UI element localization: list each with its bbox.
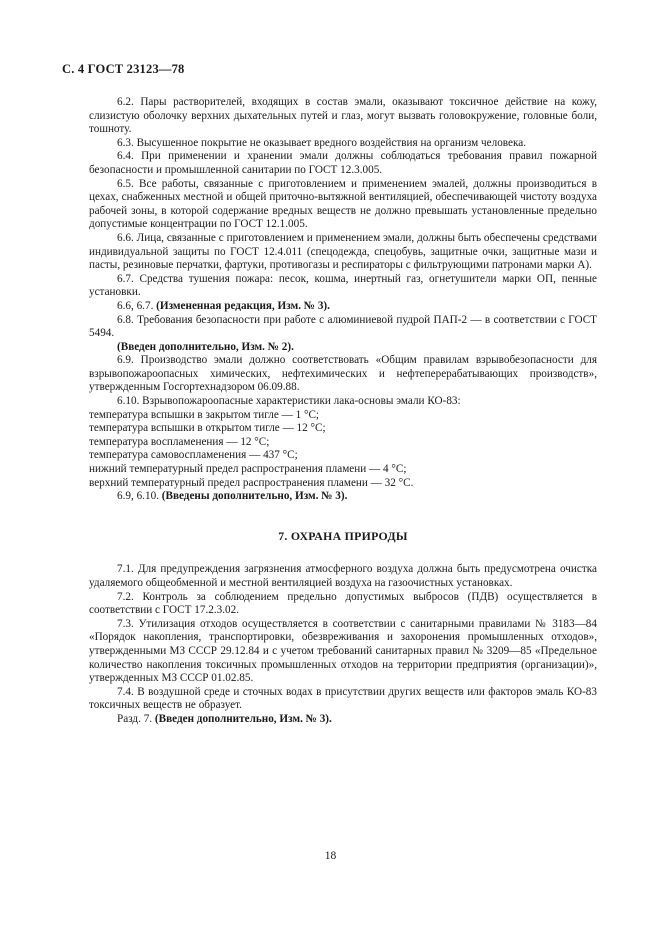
section-7-title: 7. ОХРАНА ПРИРОДЫ bbox=[278, 528, 408, 543]
paragraph-7-1: 7.1. Для предупреждения загрязнения атмосферного воздуха должна быть предусмотрена очистка удаляемого общеобменной и местной вентиляцией воздуха на газоочистных установках. bbox=[89, 563, 597, 589]
characteristic-line: температура вспышки в закрытом тигле — 1 °С; bbox=[89, 408, 320, 421]
amendment-prefix: 6.6, 6.7. bbox=[117, 299, 154, 312]
page-header: С. 4 ГОСТ 23123—78 bbox=[62, 62, 185, 76]
paragraph-6-9: 6.9. Производство эмали должно соответствовать «Общим правилам взрывобезопасности для взрывопожароопасных химических, нефтехимических и нефтеперерабатывающих производств», утвержденным Госгортехнадзором 06.09.88. bbox=[89, 354, 597, 394]
amendment-text: (Введен дополнительно, Изм. № 3). bbox=[154, 712, 332, 725]
paragraph-7-4: 7.4. В воздушной среде и сточных водах в присутствии других веществ или факторов эмаль КО-83 токсичных веществ не образует. bbox=[89, 685, 597, 712]
characteristic-line: температура воспламенения — 12 °С; bbox=[89, 435, 270, 448]
amendment-note-section-7 bbox=[89, 713, 597, 727]
amendment-prefix: 6.9, 6.10. bbox=[117, 490, 159, 503]
amendment-note-6-6-6-7 bbox=[89, 300, 597, 314]
characteristic-line: температура вспышки в открытом тигле — 12 °С; bbox=[89, 422, 326, 435]
paragraph-6-2: 6.2. Пары растворителей, входящих в состав эмали, оказывают токсичное действие на кожу, слизистую оболочку верхних дыхательных путей и глаз, могут вызвать головокружение, головные боли, тошноту. bbox=[89, 96, 597, 136]
paragraph-6-6: 6.6. Лица, связанные с приготовлением и применением эмали, должны быть обеспечены средствами индивидуальной защиты по ГОСТ 12.4.011 (спецодежда, спецобувь, защитные очки, защитные мази и пасты, резиновые перчатки, фартуки, противогазы и респираторы с фильтрующими патронами марки А). bbox=[89, 231, 597, 272]
paragraph-6-4: 6.4. При применении и хранении эмали должны соблюдаться требования правил пожарной безопасности и промышленной санитарии по ГОСТ 12.3.005. bbox=[89, 150, 597, 176]
amendment-text: (Измененная редакция, Изм. № 3). bbox=[156, 299, 330, 312]
paragraph-6-8: 6.8. Требования безопасности при работе с алюминиевой пудрой ПАП-2 — в соответствии с ГОСТ 5494. bbox=[89, 313, 597, 340]
amendment-note-6-9-6-10 bbox=[89, 490, 597, 504]
characteristic-line: температура самовоспламенения — 437 °С; bbox=[89, 449, 298, 462]
paragraph-6-3: 6.3. Высушенное покрытие не оказывает вредного воздействия на организм человека. bbox=[117, 136, 527, 149]
amendment-note-6-8: (Введен дополнительно, Изм. № 2). bbox=[117, 340, 294, 353]
paragraph-7-2: 7.2. Контроль за соблюдением предельно допустимых выбросов (ПДВ) осуществляется в соответствии с ГОСТ 17.2.3.02. bbox=[89, 590, 597, 617]
characteristic-line: нижний температурный предел распространения пламени — 4 °С; bbox=[89, 463, 407, 476]
page-number: 18 bbox=[324, 850, 337, 862]
paragraph-6-7: 6.7. Средства тушения пожара: песок, кошма, инертный газ, огнетушители марки ОП, пенные установки. bbox=[89, 272, 597, 299]
characteristic-line: верхний температурный предел распространения пламени — 32 °С. bbox=[89, 476, 414, 489]
document-body bbox=[89, 96, 597, 727]
paragraph-6-5: 6.5. Все работы, связанные с приготовлением и применением эмалей, должны производиться в цехах, снабженных местной и общей приточно-вытяжной вентиляцией, обеспечивающей чистоту воздуха рабочей зоны, в которой содержание вредных веществ не должно превышать установленные предельно допустимые концентрации по ГОСТ 12.1.005. bbox=[89, 177, 597, 231]
paragraph-7-3: 7.3. Утилизация отходов осуществляется в соответствии с санитарными правилами № 3183—84 «Порядок накопления, транспортировки, обезвреживания и захоронения промышленных отходов», утвержденными МЗ СССР 29.12.84 и с учетом требований санитарных правил № 3209—85 «Предельное количество накопления токсичных промышленных отходов на территории предприятия (организации)», утвержденных МЗ СССР 01.02.85. bbox=[89, 617, 597, 685]
amendment-text: (Введены дополнительно, Изм. № 3). bbox=[161, 490, 348, 503]
paragraph-6-10: 6.10. Взрывопожароопасные характеристики лака-основы эмали КО-83: bbox=[117, 395, 461, 408]
amendment-prefix: Разд. 7. bbox=[117, 712, 153, 725]
